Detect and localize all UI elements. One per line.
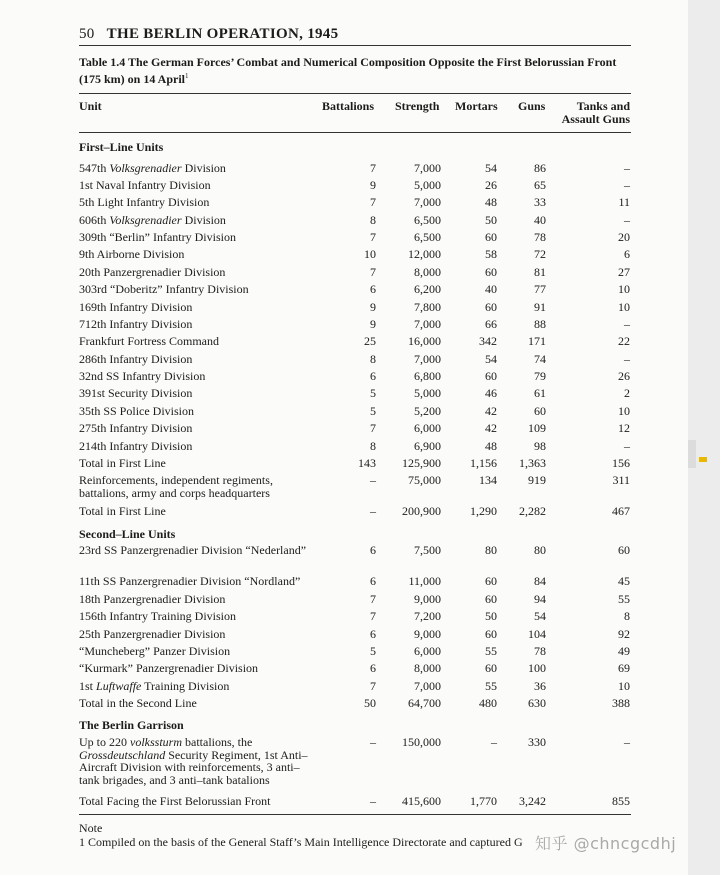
unit-name-text: Total in First Line [79, 456, 166, 470]
mortars-cell: 480 [479, 696, 497, 710]
note-text: 1 Compiled on the basis of the General Staff’s Main Intelligence Directorate and captured G [79, 835, 523, 849]
unit-name-text: 547th [79, 161, 110, 175]
col-header-guns: Guns [518, 99, 546, 113]
battalions-cell: 50 [364, 696, 376, 710]
unit-name-text: 286th Infantry Division [79, 352, 193, 366]
unit-cell [79, 440, 309, 453]
guns-cell: 88 [534, 317, 546, 331]
strength-cell: 7,000 [414, 195, 441, 209]
battalions-cell: 9 [370, 300, 376, 314]
mortars-cell: 134 [479, 473, 497, 487]
unit-name-text: battalions, the [182, 735, 253, 749]
unit-name-text: “Kurmark” Panzergrenadier Division [79, 661, 259, 675]
strength-cell: 12,000 [408, 247, 441, 261]
battalions-cell: 7 [370, 161, 376, 175]
battalions-cell: 7 [370, 679, 376, 693]
guns-cell: 630 [528, 696, 546, 710]
col-header-unit: Unit [79, 99, 102, 113]
strength-cell: 6,900 [414, 439, 441, 453]
strength-cell: 9,000 [414, 627, 441, 641]
strength-cell: 6,800 [414, 369, 441, 383]
unit-cell [79, 645, 309, 658]
battalions-cell: – [370, 794, 376, 808]
tanks-cell: 22 [618, 334, 630, 348]
unit-cell [79, 474, 309, 499]
col-header-battalions: Battalions [322, 99, 375, 113]
unit-cell [79, 301, 309, 314]
guns-cell: 54 [534, 609, 546, 623]
unit-name-text: Total in the Second Line [79, 696, 197, 710]
unit-name-italic: Grossdeutschland [79, 747, 166, 762]
unit-name-text: 1st [79, 679, 97, 693]
tanks-cell: 60 [618, 543, 630, 557]
table-top-rule [79, 93, 631, 94]
strength-cell: 8,000 [414, 661, 441, 675]
unit-name-text: Frankfurt Fortress Command [79, 334, 219, 348]
strength-cell: 75,000 [408, 473, 441, 487]
col-header-tanks-line2: Assault Guns [561, 112, 630, 126]
guns-cell: 33 [534, 195, 546, 209]
strength-cell: 6,000 [414, 421, 441, 435]
tanks-cell: 10 [618, 404, 630, 418]
unit-name-text: Total in First Line [79, 504, 166, 518]
page-edge-marker [688, 440, 696, 468]
col-header-tanks-line1: Tanks and [576, 99, 630, 113]
strength-cell: 7,000 [414, 679, 441, 693]
strength-cell: 6,500 [414, 213, 441, 227]
guns-cell: 3,242 [519, 794, 546, 808]
tanks-cell: 11 [618, 195, 630, 209]
unit-cell [79, 795, 309, 808]
table-caption [79, 55, 634, 86]
strength-cell: 7,000 [414, 352, 441, 366]
battalions-cell: – [370, 473, 376, 487]
guns-cell: 60 [534, 404, 546, 418]
strength-cell: 150,000 [402, 735, 441, 749]
mortars-cell: 60 [485, 661, 497, 675]
tanks-cell: 10 [618, 282, 630, 296]
guns-cell: 919 [528, 473, 546, 487]
unit-name-text: 11th SS Panzergrenadier Division “Nordland” [79, 574, 301, 588]
battalions-cell: 143 [358, 456, 376, 470]
unit-cell [79, 422, 309, 435]
mortars-cell: 48 [485, 439, 497, 453]
unit-cell [79, 335, 309, 348]
unit-name-italic: Volksgrenadier [109, 161, 182, 175]
strength-cell: 5,000 [414, 178, 441, 192]
strength-cell: 5,000 [414, 386, 441, 400]
tanks-cell: – [624, 439, 630, 453]
viewer-side-strip [688, 0, 720, 875]
battalions-cell: 6 [370, 369, 376, 383]
strength-cell: 11,000 [408, 574, 441, 588]
mortars-cell: 60 [485, 265, 497, 279]
tanks-cell: 45 [618, 574, 630, 588]
tanks-cell: – [624, 178, 630, 192]
mortars-cell: 58 [485, 247, 497, 261]
battalions-cell: 6 [370, 627, 376, 641]
unit-cell [79, 353, 309, 366]
battalions-cell: 5 [370, 404, 376, 418]
tanks-cell: 26 [618, 369, 630, 383]
tanks-cell: 855 [612, 794, 630, 808]
strength-cell: 6,500 [414, 230, 441, 244]
strength-cell: 7,000 [414, 317, 441, 331]
strength-cell: 125,900 [402, 456, 441, 470]
strength-cell: 5,200 [414, 404, 441, 418]
unit-cell [79, 387, 309, 400]
tanks-cell: – [624, 161, 630, 175]
guns-cell: 72 [534, 247, 546, 261]
guns-cell: 65 [534, 178, 546, 192]
guns-cell: 2,282 [519, 504, 546, 518]
tanks-cell: 92 [618, 627, 630, 641]
strength-cell: 6,200 [414, 282, 441, 296]
unit-name-italic: volkssturm [130, 735, 182, 749]
unit-cell [79, 680, 309, 693]
unit-name-text: 9th Airborne Division [79, 247, 185, 261]
strength-cell: 7,200 [414, 609, 441, 623]
guns-cell: 40 [534, 213, 546, 227]
unit-name-text: 712th Infantry Division [79, 317, 193, 331]
tanks-cell: 10 [618, 679, 630, 693]
battalions-cell: – [370, 735, 376, 749]
battalions-cell: 7 [370, 195, 376, 209]
unit-name-text: Security Regiment, 1st Anti–Aircraft Division with reinforcements, 3 anti–tank brigades, and 3 anti–tank batalions [79, 747, 308, 787]
battalions-cell: 8 [370, 352, 376, 366]
unit-cell [79, 179, 309, 192]
watermark: 知乎 @chncgcdhj [535, 834, 677, 853]
unit-cell [79, 544, 309, 557]
strength-cell: 8,000 [414, 265, 441, 279]
footnote-ref: 1 [185, 72, 189, 80]
battalions-cell: 10 [364, 247, 376, 261]
battalions-cell: 8 [370, 213, 376, 227]
strength-cell: 7,800 [414, 300, 441, 314]
strength-cell: 7,000 [414, 161, 441, 175]
unit-name-text: 23rd SS Panzergrenadier Division “Nederland” [79, 543, 307, 557]
tanks-cell: 49 [618, 644, 630, 658]
unit-name-text: 169th Infantry Division [79, 300, 193, 314]
unit-cell [79, 610, 309, 623]
scroll-indicator[interactable] [699, 457, 707, 462]
unit-cell [79, 593, 309, 606]
unit-name-text: 32nd SS Infantry Division [79, 369, 206, 383]
unit-name-text: 18th Panzergrenadier Division [79, 592, 226, 606]
guns-cell: 1,363 [519, 456, 546, 470]
unit-name-text: 25th Panzergrenadier Division [79, 627, 226, 641]
mortars-cell: 66 [485, 317, 497, 331]
mortars-cell: 1,290 [470, 504, 497, 518]
battalions-cell: 7 [370, 265, 376, 279]
unit-name-text: Total Facing the First Belorussian Front [79, 794, 271, 808]
unit-name-text: Up to 220 [79, 735, 130, 749]
mortars-cell: 42 [485, 404, 497, 418]
strength-cell: 415,600 [402, 794, 441, 808]
battalions-cell: 7 [370, 230, 376, 244]
battalions-cell: 5 [370, 386, 376, 400]
guns-cell: 86 [534, 161, 546, 175]
tanks-cell: – [624, 317, 630, 331]
guns-cell: 79 [534, 369, 546, 383]
unit-name-text: 309th “Berlin” Infantry Division [79, 230, 236, 244]
unit-cell [79, 736, 309, 786]
battalions-cell: 7 [370, 421, 376, 435]
header-bottom-rule [79, 132, 631, 133]
guns-cell: 61 [534, 386, 546, 400]
battalions-cell: 9 [370, 317, 376, 331]
unit-cell [79, 628, 309, 641]
table-bottom-rule [79, 814, 631, 815]
tanks-cell: 10 [618, 300, 630, 314]
tanks-cell: 156 [612, 456, 630, 470]
tanks-cell: 388 [612, 696, 630, 710]
guns-cell: 80 [534, 543, 546, 557]
unit-cell [79, 697, 309, 710]
guns-cell: 77 [534, 282, 546, 296]
tanks-cell: 55 [618, 592, 630, 606]
unit-cell [79, 162, 309, 175]
tanks-cell: 8 [624, 609, 630, 623]
col-header-strength: Strength [395, 99, 440, 113]
col-header-mortars: Mortars [455, 99, 498, 113]
tanks-cell: 6 [624, 247, 630, 261]
mortars-cell: 40 [485, 282, 497, 296]
tanks-cell: 311 [612, 473, 630, 487]
table-caption-text: Table 1.4 The German Forces’ Combat and Numerical Composition Opposite the First Belorussian Front (175 km) on 14 April [79, 55, 617, 86]
unit-name-text: Reinforcements, independent regiments, battalions, army and corps headquarters [79, 473, 273, 500]
section-title: Second–Line Units [79, 527, 176, 541]
guns-cell: 81 [534, 265, 546, 279]
unit-name-text: 391st Security Division [79, 386, 193, 400]
unit-name-text: 156th Infantry Training Division [79, 609, 237, 623]
tanks-cell: 20 [618, 230, 630, 244]
strength-cell: 16,000 [408, 334, 441, 348]
unit-name-text: Training Division [141, 679, 230, 693]
battalions-cell: – [370, 504, 376, 518]
mortars-cell: 60 [485, 592, 497, 606]
note-heading: Note [79, 821, 103, 835]
battalions-cell: 6 [370, 574, 376, 588]
unit-cell [79, 283, 309, 296]
guns-cell: 100 [528, 661, 546, 675]
tanks-cell: 69 [618, 661, 630, 675]
guns-cell: 104 [528, 627, 546, 641]
mortars-cell: 1,156 [470, 456, 497, 470]
unit-name-text: 20th Panzergrenadier Division [79, 265, 226, 279]
tanks-cell: 12 [618, 421, 630, 435]
tanks-cell: – [624, 735, 630, 749]
mortars-cell: 342 [479, 334, 497, 348]
unit-cell [79, 231, 309, 244]
battalions-cell: 8 [370, 439, 376, 453]
mortars-cell: 60 [485, 574, 497, 588]
unit-name-text: 275th Infantry Division [79, 421, 193, 435]
strength-cell: 200,900 [402, 504, 441, 518]
tanks-cell: 27 [618, 265, 630, 279]
mortars-cell: 55 [485, 644, 497, 658]
guns-cell: 109 [528, 421, 546, 435]
mortars-cell: 50 [485, 609, 497, 623]
unit-cell [79, 248, 309, 261]
battalions-cell: 6 [370, 282, 376, 296]
guns-cell: 330 [528, 735, 546, 749]
strength-cell: 9,000 [414, 592, 441, 606]
mortars-cell: 60 [485, 230, 497, 244]
mortars-cell: 60 [485, 369, 497, 383]
mortars-cell: 60 [485, 300, 497, 314]
battalions-cell: 6 [370, 661, 376, 675]
col-header-tanks [560, 100, 630, 126]
battalions-cell: 6 [370, 543, 376, 557]
battalions-cell: 9 [370, 178, 376, 192]
unit-cell [79, 505, 309, 518]
unit-name-text: 303rd “Doberitz” Infantry Division [79, 282, 249, 296]
unit-name-text: 5th Light Infantry Division [79, 195, 210, 209]
tanks-cell: – [624, 213, 630, 227]
unit-name-text: Division [181, 213, 226, 227]
strength-cell: 7,500 [414, 543, 441, 557]
strength-cell: 64,700 [408, 696, 441, 710]
unit-cell [79, 370, 309, 383]
unit-cell [79, 662, 309, 675]
mortars-cell: – [491, 735, 497, 749]
unit-name-text: “Muncheberg” Panzer Division [79, 644, 231, 658]
mortars-cell: 50 [485, 213, 497, 227]
mortars-cell: 1,770 [470, 794, 497, 808]
section-title: First–Line Units [79, 140, 164, 154]
unit-cell [79, 575, 309, 588]
unit-cell [79, 266, 309, 279]
battalions-cell: 7 [370, 592, 376, 606]
mortars-cell: 54 [485, 161, 497, 175]
running-title: THE BERLIN OPERATION, 1945 [106, 26, 339, 42]
unit-cell [79, 318, 309, 331]
battalions-cell: 7 [370, 609, 376, 623]
guns-cell: 36 [534, 679, 546, 693]
mortars-cell: 60 [485, 627, 497, 641]
unit-name-italic: Luftwaffe [96, 679, 142, 693]
unit-cell [79, 214, 309, 227]
battalions-cell: 5 [370, 644, 376, 658]
unit-name-text: 35th SS Police Division [79, 404, 195, 418]
mortars-cell: 42 [485, 421, 497, 435]
unit-name-italic: Volksgrenadier [109, 213, 182, 227]
guns-cell: 78 [534, 644, 546, 658]
unit-cell [79, 196, 309, 209]
mortars-cell: 55 [485, 679, 497, 693]
guns-cell: 78 [534, 230, 546, 244]
mortars-cell: 26 [485, 178, 497, 192]
unit-name-text: 606th [79, 213, 110, 227]
guns-cell: 171 [528, 334, 546, 348]
header-rule [79, 45, 631, 46]
tanks-cell: 2 [624, 386, 630, 400]
guns-cell: 94 [534, 592, 546, 606]
tanks-cell: – [624, 352, 630, 366]
section-title: The Berlin Garrison [79, 718, 184, 732]
battalions-cell: 25 [364, 334, 376, 348]
guns-cell: 98 [534, 439, 546, 453]
unit-cell [79, 457, 309, 470]
guns-cell: 74 [534, 352, 546, 366]
unit-name-text: 214th Infantry Division [79, 439, 193, 453]
unit-cell [79, 405, 309, 418]
strength-cell: 6,000 [414, 644, 441, 658]
unit-name-text: 1st Naval Infantry Division [79, 178, 211, 192]
guns-cell: 91 [534, 300, 546, 314]
mortars-cell: 80 [485, 543, 497, 557]
tanks-cell: 467 [612, 504, 630, 518]
guns-cell: 84 [534, 574, 546, 588]
unit-name-text: Division [181, 161, 226, 175]
mortars-cell: 46 [485, 386, 497, 400]
running-header [79, 26, 631, 43]
mortars-cell: 48 [485, 195, 497, 209]
page-number: 50 [79, 26, 95, 42]
mortars-cell: 54 [485, 352, 497, 366]
